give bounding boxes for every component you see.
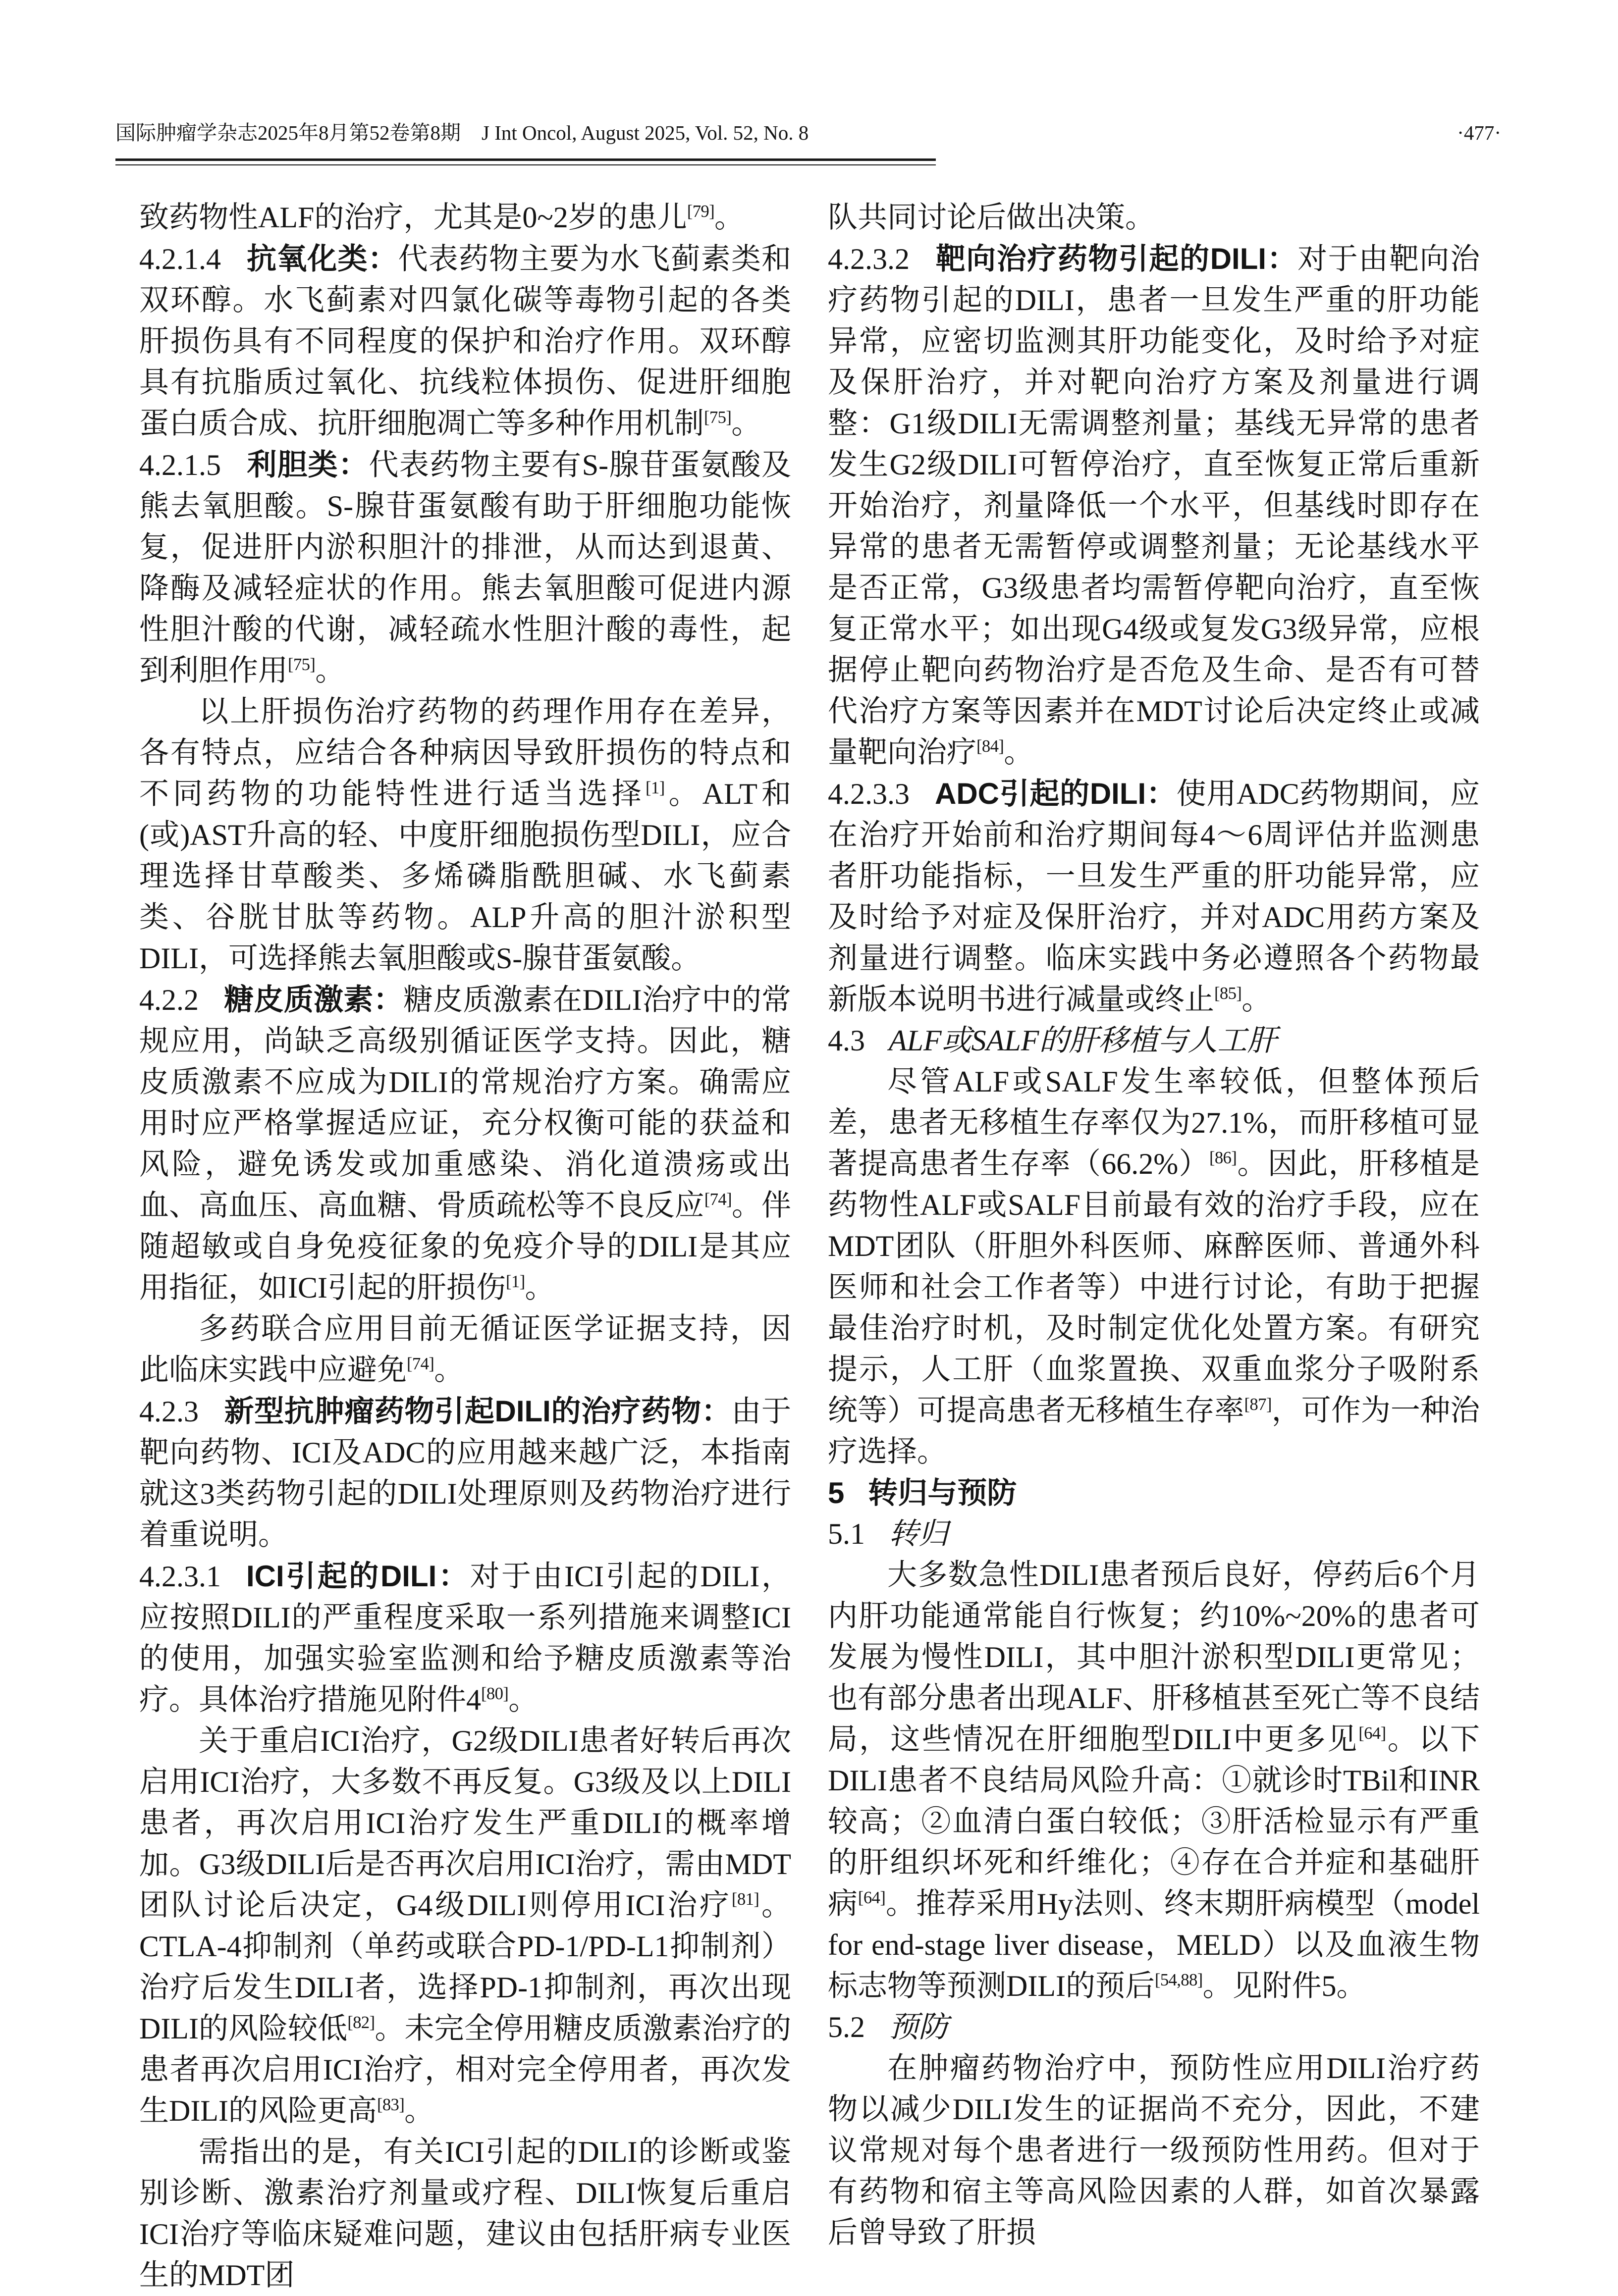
run-in-heading: 抗氧化类：	[246, 242, 398, 275]
run-in-heading: 糖皮质激素：	[224, 983, 403, 1016]
column-left	[139, 197, 791, 2296]
paragraph: 4.2.1.4 抗氧化类：代表药物主要为水飞蓟素类和双环醇。水飞蓟素对四氯化碳等毒物引起的各类肝损伤具有不同程度的保护和治疗作用。双环醇具有抗脂质过氧化、抗线粒体损伤、促进肝细胞蛋白质合成、抗肝细胞凋亡等多种作用机制[75]。	[139, 242, 792, 440]
reference-marker: [83]	[377, 2095, 405, 2114]
paragraph: 致药物性ALF的治疗，尤其是0~2岁的患儿[79]。	[139, 201, 745, 234]
subsection-heading: 5.2 预防	[828, 2011, 948, 2043]
column-right	[828, 197, 1480, 2296]
heading-number: 4.3	[828, 1024, 865, 1057]
reference-marker: [64]	[1358, 1723, 1386, 1743]
heading-number: 4.2.1.5	[139, 449, 221, 481]
reference-marker: [1]	[645, 778, 665, 797]
heading-number: 4.2.3.2	[828, 243, 910, 275]
article-body	[139, 197, 1480, 2296]
reference-marker: [54,88]	[1154, 1970, 1203, 1989]
paragraph: 4.2.3.1 ICI引起的DILI：对于由ICI引起的DILI，应按照DILI的严重程度采取一系列措施来调整ICI的使用，加强实验室监测和给予糖皮质激素等治疗。具体治疗措施见附件4[80]。	[139, 1560, 791, 1716]
paragraph: 4.2.2 糖皮质激素：糖皮质激素在DILI治疗中的常规应用，尚缺乏高级别循证医学支持。因此，糖皮质激素不应成为DILI的常规治疗方案。确需应用时应严格掌握适应证，充分权衡可能的获益和风险，避免诱发或加重感染、消化道溃疡或出血、高血压、高血糖、骨质疏松等不良反应[74]。伴随超敏或自身免疫征象的免疫介导的DILI是其应用指征，如ICI引起的肝损伤[1]。	[139, 983, 792, 1304]
heading-number: 4.2.1.4	[139, 243, 221, 275]
subsection-heading: 5.1 转归	[828, 1517, 948, 1550]
journal-title-cn: 国际肿瘤学杂志2025年8月第52卷第8期	[115, 121, 461, 144]
section-heading: 5 转归与预防	[828, 1476, 1017, 1510]
subsection-heading: 4.3 ALF或SALF的肝移植与人工肝	[828, 1024, 1277, 1057]
paragraph: 4.2.1.5 利胆类：代表药物主要有S-腺苷蛋氨酸及熊去氧胆酸。S-腺苷蛋氨酸有助于肝细胞功能恢复，促进肝内淤积胆汁的排泄，从而达到退黄、降酶及减轻症状的作用。熊去氧胆酸可促进内源性胆汁酸的代谢，减轻疏水性胆汁酸的毒性，起到利胆作用[75]。	[139, 448, 791, 687]
heading-number: 4.2.2	[139, 984, 199, 1016]
reference-marker: [84]	[976, 736, 1004, 756]
reference-marker: [80]	[481, 1684, 509, 1703]
run-in-heading: ICI引起的DILI：	[246, 1560, 470, 1593]
heading-number: 4.2.3.1	[139, 1560, 221, 1593]
reference-marker: [86]	[1209, 1148, 1237, 1167]
reference-marker: [74]	[704, 1190, 732, 1209]
heading-number: 5.2	[828, 2011, 865, 2043]
paragraph: 在肿瘤药物治疗中，预防性应用DILI治疗药物以减少DILI发生的证据尚不充分，因此，不建议常规对每个患者进行一级预防性用药。但对于有药物和宿主等高风险因素的人群，如首次暴露后曾导致了肝损	[828, 2052, 1480, 2249]
page-header	[115, 121, 809, 145]
header-rule	[115, 158, 936, 165]
run-in-heading: 新型抗肿瘤药物引起DILI的治疗药物：	[224, 1395, 732, 1428]
heading-number: 4.2.3.3	[828, 778, 910, 810]
paragraph: 4.2.3 新型抗肿瘤药物引起DILI的治疗药物：由于靶向药物、ICI及ADC的应用越来越广泛，本指南就这3类药物引起的DILI处理原则及药物治疗进行着重说明。	[139, 1395, 791, 1551]
run-in-heading: 靶向治疗药物引起的DILI：	[935, 242, 1298, 275]
paragraph: 以上肝损伤治疗药物的药理作用存在差异，各有特点，应结合各种病因导致肝损伤的特点和不同药物的功能特性进行适当选择[1]。ALT和(或)AST升高的轻、中度肝细胞损伤型DILI，应合理选择甘草酸类、多烯磷脂酰胆碱、水飞蓟素类、谷胱甘肽等药物。ALP升高的胆汁淤积型DILI，可选择熊去氧胆酸或S-腺苷蛋氨酸。	[139, 695, 792, 975]
journal-citation-en: J Int Oncol, August 2025, Vol. 52, No. 8	[482, 121, 809, 144]
page-number: ·477·	[1457, 121, 1501, 144]
paragraph: 关于重启ICI治疗，G2级DILI患者好转后再次启用ICI治疗，大多数不再反复。G3级及以上DILI患者，再次启用ICI治疗发生严重DILI的概率增加。G3级DILI后是否再次启用ICI治疗，需由MDT团队讨论后决定，G4级DILI则停用ICI治疗[81]。CTLA-4抑制剂（单药或联合PD-1/PD-L1抑制剂）治疗后发生DILI者，选择PD-1抑制剂，再次出现DILI的风险较低[82]。未完全停用糖皮质激素治疗的患者再次启用ICI治疗，相对完全停用者，再次发生DILI的风险更高[83]。	[139, 1724, 791, 2127]
run-in-heading: ADC引起的DILI：	[935, 777, 1177, 810]
reference-marker: [82]	[347, 2013, 375, 2032]
reference-marker: [1]	[505, 1272, 525, 1291]
reference-marker: [85]	[1214, 984, 1242, 1003]
heading-number: 5.1	[828, 1517, 865, 1550]
paragraph: 大多数急性DILI患者预后良好，停药后6个月内肝功能通常能自行恢复；约10%~20%的患者可发展为慢性DILI，其中胆汁淤积型DILI更常见；也有部分患者出现ALF、肝移植甚至死亡等不良结局，这些情况在肝细胞型DILI中更多见[64]。以下DILI患者不良结局风险升高：①就诊时TBil和INR较高；②血清白蛋白较低；③肝活检显示有严重的肝组织坏死和纤维化；④存在合并症和基础肝病[64]。推荐采用Hy法则、终末期肝病模型（model for end-stage liver disease，MELD）以及血液生物标志物等预测DILI的预后[54,88]。见附件5。	[828, 1559, 1480, 2002]
reference-marker: [79]	[687, 202, 715, 221]
paragraph: 多药联合应用目前无循证医学证据支持，因此临床实践中应避免[74]。	[139, 1312, 791, 1386]
reference-marker: [64]	[858, 1888, 886, 1907]
heading-number: 4.2.3	[139, 1395, 199, 1428]
paragraph: 4.2.3.3 ADC引起的DILI：使用ADC药物期间，应在治疗开始前和治疗期间每4～6周评估并监测患者肝功能指标，一旦发生严重的肝功能异常，应及时给予对症及保肝治疗，并对ADC用药方案及剂量进行调整。临床实践中务必遵照各个药物最新版本说明书进行减量或终止[85]。	[828, 777, 1480, 1016]
reference-marker: [81]	[731, 1889, 759, 1909]
paragraph: 尽管ALF或SALF发生率较低，但整体预后差，患者无移植生存率仅为27.1%，而肝移植可显著提高患者生存率（66.2%）[86]。因此，肝移植是药物性ALF或SALF目前最有效的治疗手段，应在MDT团队（肝胆外科医师、麻醉医师、普通外科医师和社会工作者等）中进行讨论，有助于把握最佳治疗时机，及时制定优化处置方案。有研究提示，人工肝（血浆置换、双重血浆分子吸附系统等）可提高患者无移植生存率[87]，可作为一种治疗选择。	[828, 1065, 1480, 1468]
heading-number: 5	[828, 1476, 845, 1510]
reference-marker: [74]	[407, 1354, 434, 1373]
paragraph: 需指出的是，有关ICI引起的DILI的诊断或鉴别诊断、激素治疗剂量或疗程、DILI恢复后重启ICI治疗等临床疑难问题，建议由包括肝病专业医生的MDT团	[139, 2136, 791, 2292]
run-in-heading: 利胆类：	[246, 448, 369, 481]
reference-marker: [75]	[704, 408, 732, 427]
reference-marker: [87]	[1244, 1395, 1272, 1414]
paragraph: 队共同讨论后做出决策。	[828, 201, 1155, 234]
paragraph: 4.2.3.2 靶向治疗药物引起的DILI：对于由靶向治疗药物引起的DILI，患者一旦发生严重的肝功能异常，应密切监测其肝功能变化，及时给予对症及保肝治疗，并对靶向治疗方案及剂量进行调整：G1级DILI无需调整剂量；基线无异常的患者发生G2级DILI可暂停治疗，直至恢复正常后重新开始治疗，剂量降低一个水平，但基线时即存在异常的患者无需暂停或调整剂量；无论基线水平是否正常，G3级患者均需暂停靶向治疗，直至恢复正常水平；如出现G4级或复发G3级异常，应根据停止靶向药物治疗是否危及生命、是否有可替代治疗方案等因素并在MDT讨论后决定终止或减量靶向治疗[84]。	[828, 242, 1480, 769]
reference-marker: [75]	[288, 655, 316, 674]
